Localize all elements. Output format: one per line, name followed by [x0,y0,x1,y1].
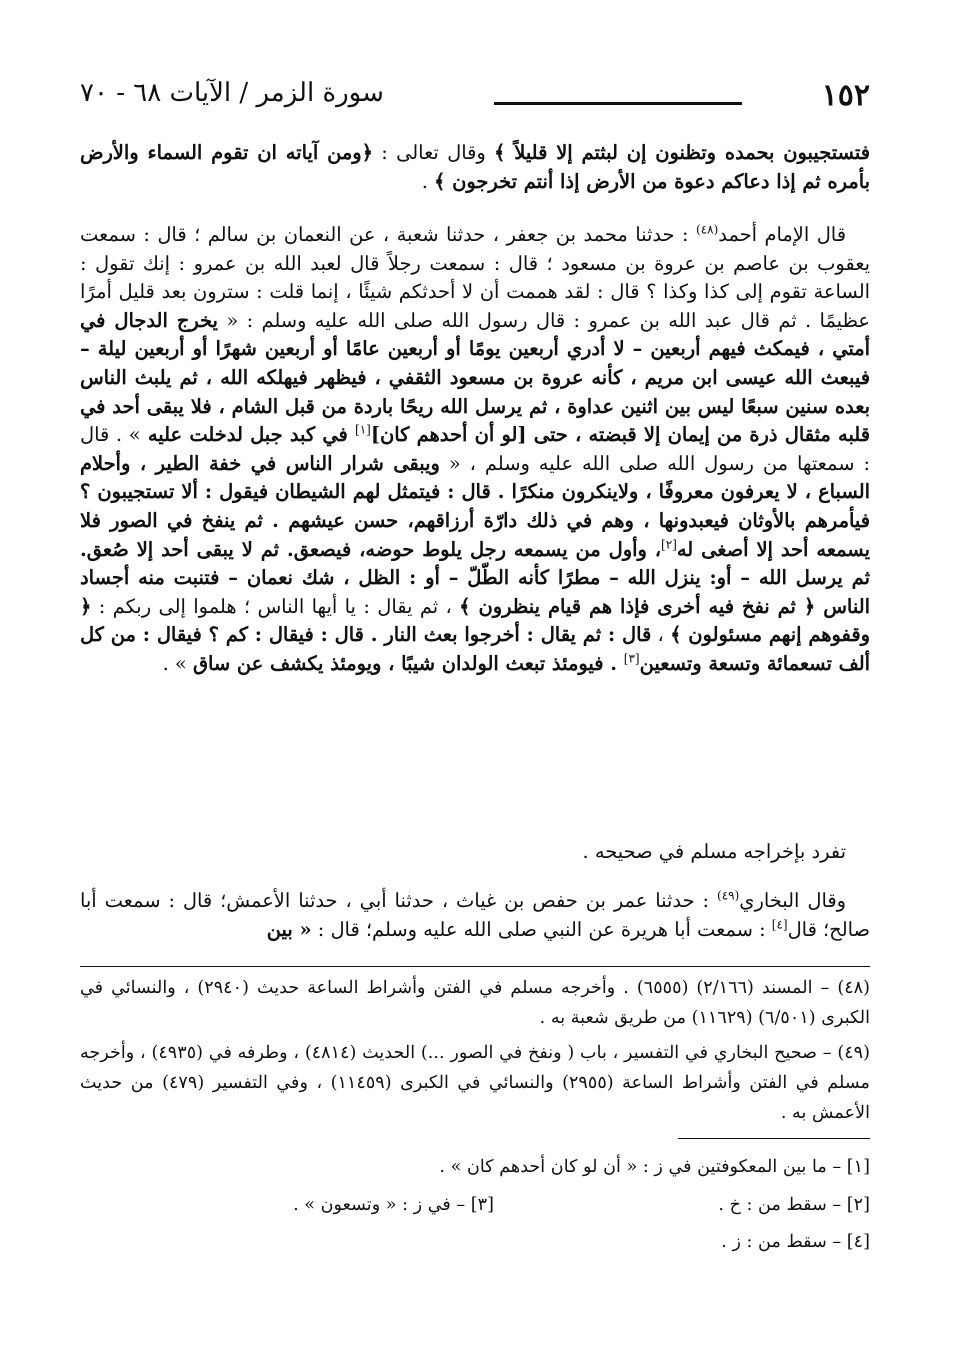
footnote-49: (٤٩) – صحيح البخاري في التفسير ، باب ( ونفخ في الصور ...) الحديث (٤٨١٤) ، وطرفه في (٤٩٣٥) ، وأخرجه مسلم في الفتن وأشراط الساعة (٢٩٥٥) والنسائي في الكبرى (١١٤٥٩) ، وفي التفسير (٤٧٩) من حديث الأعمش به . [80,1043,870,1123]
header-rule [494,102,742,105]
hadith-48-matn-3: ويبقى شرار الناس في خفة الطير ، وأحلام السباع ، لا يعرفون معروفًا ، ولاينكرون منكرًا . قال : فيتمثل لهم الشيطان فيقول : ألا تستجيبون ؟ فيأمرهم بالأوثان فيعبدونها ، وهم في ذلك دارّة أرزاقهم، حسن عيشهم . ثم ينفخ في الصور فلا يسمعه أحد إلا أصغى له [80,451,870,561]
variant-note-4: [٤] – سقط من : ز . [721,1232,870,1252]
hadith-48-text-3: » . قال : سمعتها من رسول الله صلى الله عليه وسلم ، « [80,423,870,475]
hadith-48-text-4: ، ثم يقال : يا أيها الناس ؛ هلموا إلى ربكم : [91,594,460,618]
variant-ref-3[interactable]: [٣] [623,651,640,666]
hadith-49-isnad: : حدثنا عمر بن حفص بن غياث ، حدثنا أبي ، حدثنا الأعمش؛ قال : سمعت أبا صالح؛ قال [80,889,870,941]
variant-note-3: [٣] – في ز : « وتسعون » . [293,1195,494,1215]
footnote-ref-48[interactable]: (٤٨) [696,222,719,237]
running-title: سورة الزمر / الآيات ٦٨ - ٧٠ [80,78,384,108]
verse-fragment: فتستجيبون بحمده وتظنون إن لبثتم إلا قليلاً ﴾ [494,141,870,164]
hadith-48-matn-2: في كبد جبل لدخلت عليه [140,423,356,447]
verse-quote-2: ﴿ وقفوهم إنهم مسئولون ﴾ [80,594,870,647]
hadith-48-paragraph [80,221,870,679]
note-paragraph [80,838,870,867]
hadith-49-matn-1: « بين [266,918,312,941]
page-header [80,78,870,128]
hadith-48-text-5: ، [651,623,671,647]
hadith-48-end: » . [162,651,193,675]
hadith-48-matn-6: قال : ثم يقال : أخرجوا بعث النار . قال : فيقال : كم ؟ فيقال : من كل ألف تسعمائة وتسعة وتسعين [80,623,870,675]
hadith-49-text-3: : سمعت أبا هريرة عن النبي صلى الله عليه وسلم؛ قال : [311,918,772,941]
intro-paragraph [80,138,870,196]
hadith-48-matn-1: يخرج الدجال في أمتي ، فيمكث فيهم أربعين – لا أدري أربعين يومًا أو أربعين عامًا أو أربعين شهرًا أو أربعين ليلة – فيبعث الله عيسى ابن مريم ، كأنه عروة بن مسعود الثقفي ، فيظهر فيهلكه الله ، ثم يلبث الناس بعده سنين سبعًا ليس بين اثنين عداوة ، ثم يرسل الله ريحًا باردة من قبل الشام ، فلا يبقى أحد في قلبه مثقال ذرة من إيمان إلا قبضته ، حتى [لو أن أحدهم كان] [80,308,870,447]
variant-ref-4[interactable]: [٤] [771,917,788,932]
footnote-48: (٤٨) – المسند (٢/١٦٦) (٦٥٥٥) . وأخرجه مسلم في الفتن وأشراط الساعة حديث (٢٩٤٠) ، والنسائي في الكبرى (٦/٥٠١) (١١٦٢٩) من طريق شعبة به . [80,978,870,1028]
variant-note-1: [١] – ما بين المعكوفتين في ز : « أن لو كان أحدهم كان » . [439,1157,870,1177]
note-text: تفرد بإخراجه مسلم في صحيحه . [582,840,846,863]
footnote-ref-49[interactable]: (٤٩) [717,888,740,903]
hadith-48-matn-7: . فيومئذ تبعث الولدان شيبًا ، ويومئذ يكشف عن ساق [192,651,624,675]
hadith-48-isnad: : حدثنا محمد بن جعفر ، حدثنا شعبة ، عن النعمان بن سالم ؛ قال : سمعت يعقوب بن عاصم بن عروة بن مسعود ؛ قال : سمعت رجلاً قال لعبد الله بن عمرو : إنك تقول : الساعة تقوم إلى كذا وكذا ؟ قال : لقد هممت أن لا أحدثكم شيئًا ، إنما قلت : سترون بعد قليل أمرًا عظيمًا . ثم قال عبد الله بن عمرو : قال رسول الله صلى الله عليه وسلم : « [80,223,870,332]
footnotes-divider [80,966,870,967]
intro-end: . [421,170,435,193]
variant-note-2: [٢] – سقط من : خ . [718,1195,870,1215]
verse-quote: ﴿ومن آياته ان تقوم السماء والأرض بأمره ثم إذا دعاكم دعوة من الأرض إذا أنتم تخرجون ﴾ [80,141,870,193]
variants-divider [678,1138,870,1139]
hadith-49-paragraph [80,886,870,944]
hadith-48-narrator: قال الإمام أحمد [718,223,846,246]
page-number: ١٥٢ [821,78,870,113]
hadith-49-narrator: وقال البخاري [739,889,846,912]
variant-ref-2[interactable]: [٢] [661,537,677,552]
variant-ref-1[interactable]: [١] [355,422,371,437]
hadith-48-matn-4: ، وأول من يسمعه رجل يلوط حوضه، فيصعق. ثم لا يبقى أحد إلا صُعق. ثم يرسل الله – أو: ينزل الله – مطرًا كأنه الطّلّ – أو : الظل ، شك نعمان – فتنبت منه أجساد الناس ﴿ ثم نفخ فيه أخرى فإذا هم قيام ينظرون ﴾ [80,537,870,618]
intro-text: وقال تعالى : [373,141,495,164]
